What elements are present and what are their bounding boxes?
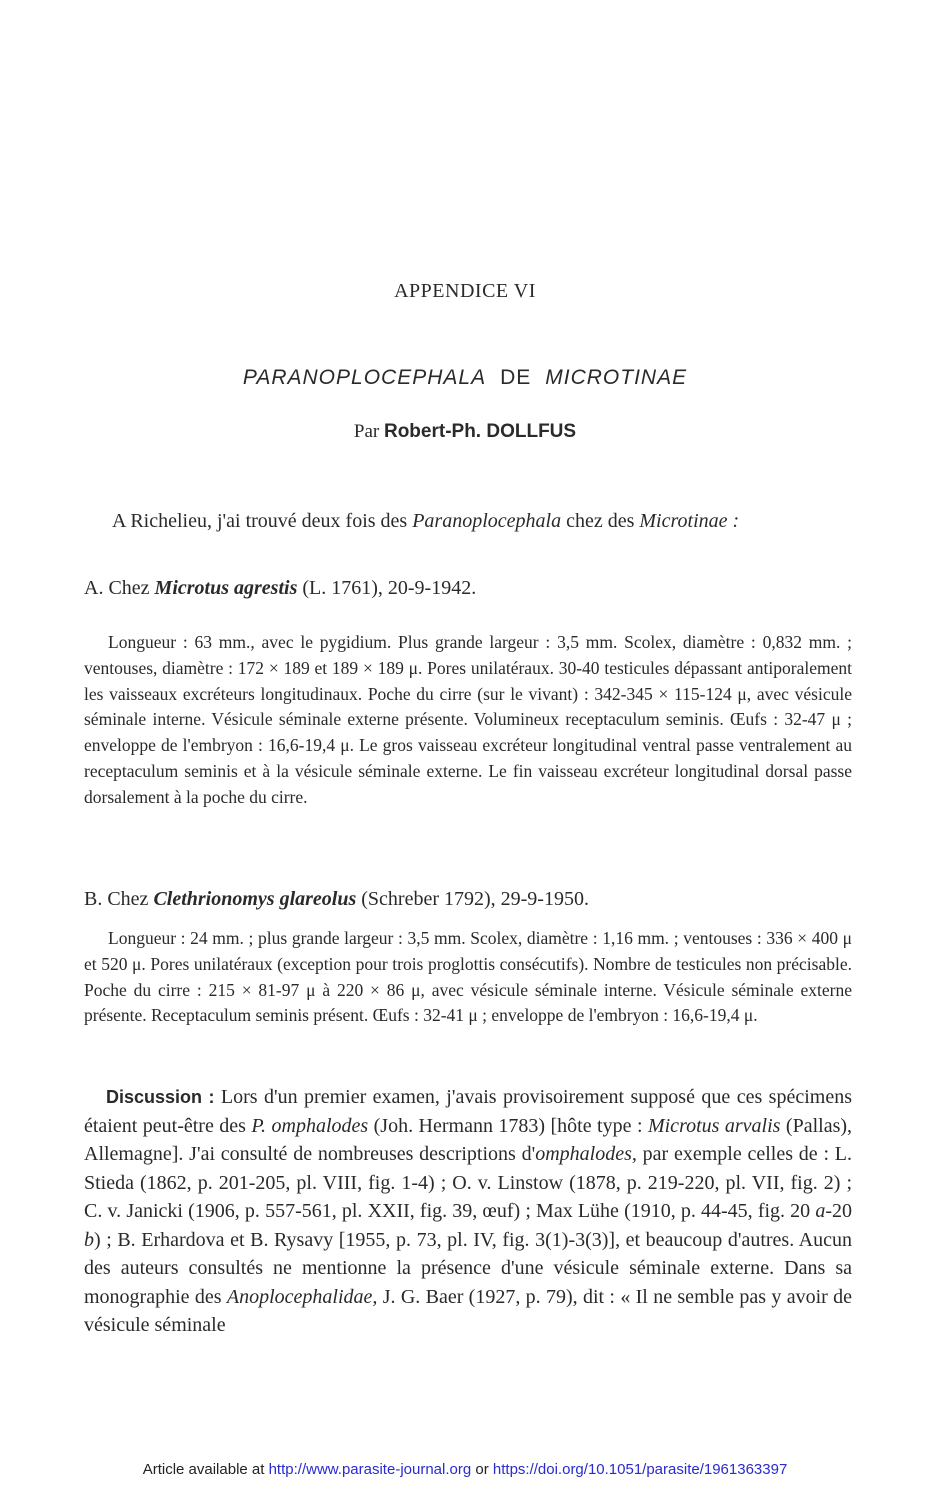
discussion-text-3: (Pallas), Allemagne]. J'ai consulté de nombreuses descriptions d' [84,1114,853,1165]
intro-text-2: chez des [561,510,640,532]
discussion-italic-6: Anoplocephalidae, [226,1285,378,1308]
discussion-label: Discussion : [106,1087,215,1107]
discussion-italic-1: P. omphalodes [251,1114,369,1137]
discussion-paragraph [84,1083,852,1340]
discussion-text-7: J. G. Baer (1927, p. 79), dit : « Il ne semble pas y avoir de vésicule séminale [84,1285,853,1336]
section-a-suffix: (L. 1761), 20-9-1942. [297,577,477,599]
discussion-italic-5: b [84,1228,94,1251]
journal-link[interactable]: http://www.parasite-journal.org [268,1461,472,1478]
footer-middle: or [471,1461,493,1478]
title-connector: DE [500,366,532,389]
author-name: Robert-Ph. DOLLFUS [383,421,577,442]
title-genus: PARANOPLOCEPHALA [242,366,487,389]
section-a-prefix: A. Chez [84,577,155,599]
doi-link[interactable]: https://doi.org/10.1051/parasite/1961363397 [492,1461,788,1478]
intro-text-1: A Richelieu, j'ai trouvé deux fois des [112,510,413,532]
discussion-text-4: par exemple celles de : L. Stieda (1862, p. 201-205, pl. VIII, fig. 1-4) ; O. v. Linstow (1878, p. 219-220, pl. VII, fig. 2) ; C. v. Janicki (1906, p. 557-561, pl. XXII, fig. 39, œuf) ; Max Lühe (1910, p. 44-45, fig. 20 [84,1143,852,1222]
discussion-text-6: ) ; B. Erhardova et B. Rysavy [1955, p. 73, pl. IV, fig. 3(1)-3(3)], et beaucoup d'autres. Aucun des auteurs consultés ne mentionne la présence d'une vésicule séminale externe. Dans sa monographie des [84,1228,852,1308]
appendix-heading: APPENDICE VI [394,280,536,302]
discussion-text-2: (Joh. Hermann 1783) [hôte type : [368,1114,648,1137]
footer-prefix: Article available at [142,1461,269,1478]
title-group: MICROTINAE [545,366,688,389]
section-b-species: Clethrionomys glareolus [153,888,357,910]
discussion-text-1: Lors d'un premier examen, j'avais provisoirement supposé que ces spécimens étaient peut-être des [84,1086,852,1137]
article-availability-footer [0,1461,930,1478]
discussion-text-5: -20 [825,1200,852,1222]
discussion-italic-4: a [815,1200,826,1222]
intro-group: Microtinae : [639,510,740,532]
section-b-heading [84,886,852,912]
author-line [0,421,930,443]
section-b-prefix: B. Chez [84,888,154,910]
section-b-description: Longueur : 24 mm. ; plus grande largeur : 3,5 mm. Scolex, diamètre : 1,16 mm. ; ventouses : 336 × 400 μ et 520 μ. Pores unilatéraux (exception pour trois proglottis consécutifs). Nombre de testicules non précisable. Poche du cirre : 215 × 81-97 μ à 220 × 86 μ, avec vésicule séminale interne. Vésicule séminale externe présente. Receptaculum seminis présent. Œufs : 32-41 μ ; enveloppe de l'embryon : 16,6-19,4 μ. [84,928,852,1026]
author-prefix: Par [353,421,380,442]
section-a-species: Microtus agrestis [154,577,298,599]
intro-paragraph [84,507,852,535]
section-a-description: Longueur : 63 mm., avec le pygidium. Plus grande largeur : 3,5 mm. Scolex, diamètre : 0,832 mm. ; ventouses, diamètre : 172 × 189 et 189 × 189 μ. Pores unilatéraux. 30-40 testicules dépassant antiporalement les vaisseaux excréteurs longitudinaux. Poche du cirre (sur le vivant) : 342-345 × 115-124 μ, avec vésicule séminale interne. Vésicule séminale externe présente. Volumineux receptaculum seminis. Œufs : 32-47 μ ; enveloppe de l'embryon : 16,6-19,4 μ. Le gros vaisseau excréteur longitudinal ventral passe ventralement au receptaculum seminis et à la vésicule séminale externe. Le fin vaisseau excréteur longitudinal dorsal passe dorsalement à la poche du cirre. [84,632,852,807]
intro-genus: Paranoplocephala [412,510,562,532]
article-title [0,366,930,390]
discussion-italic-3: omphalodes, [535,1143,637,1165]
discussion-italic-2: Microtus arvalis [647,1114,781,1137]
section-a-heading [84,575,852,601]
section-b-suffix: (Schreber 1792), 29-9-1950. [356,888,589,910]
